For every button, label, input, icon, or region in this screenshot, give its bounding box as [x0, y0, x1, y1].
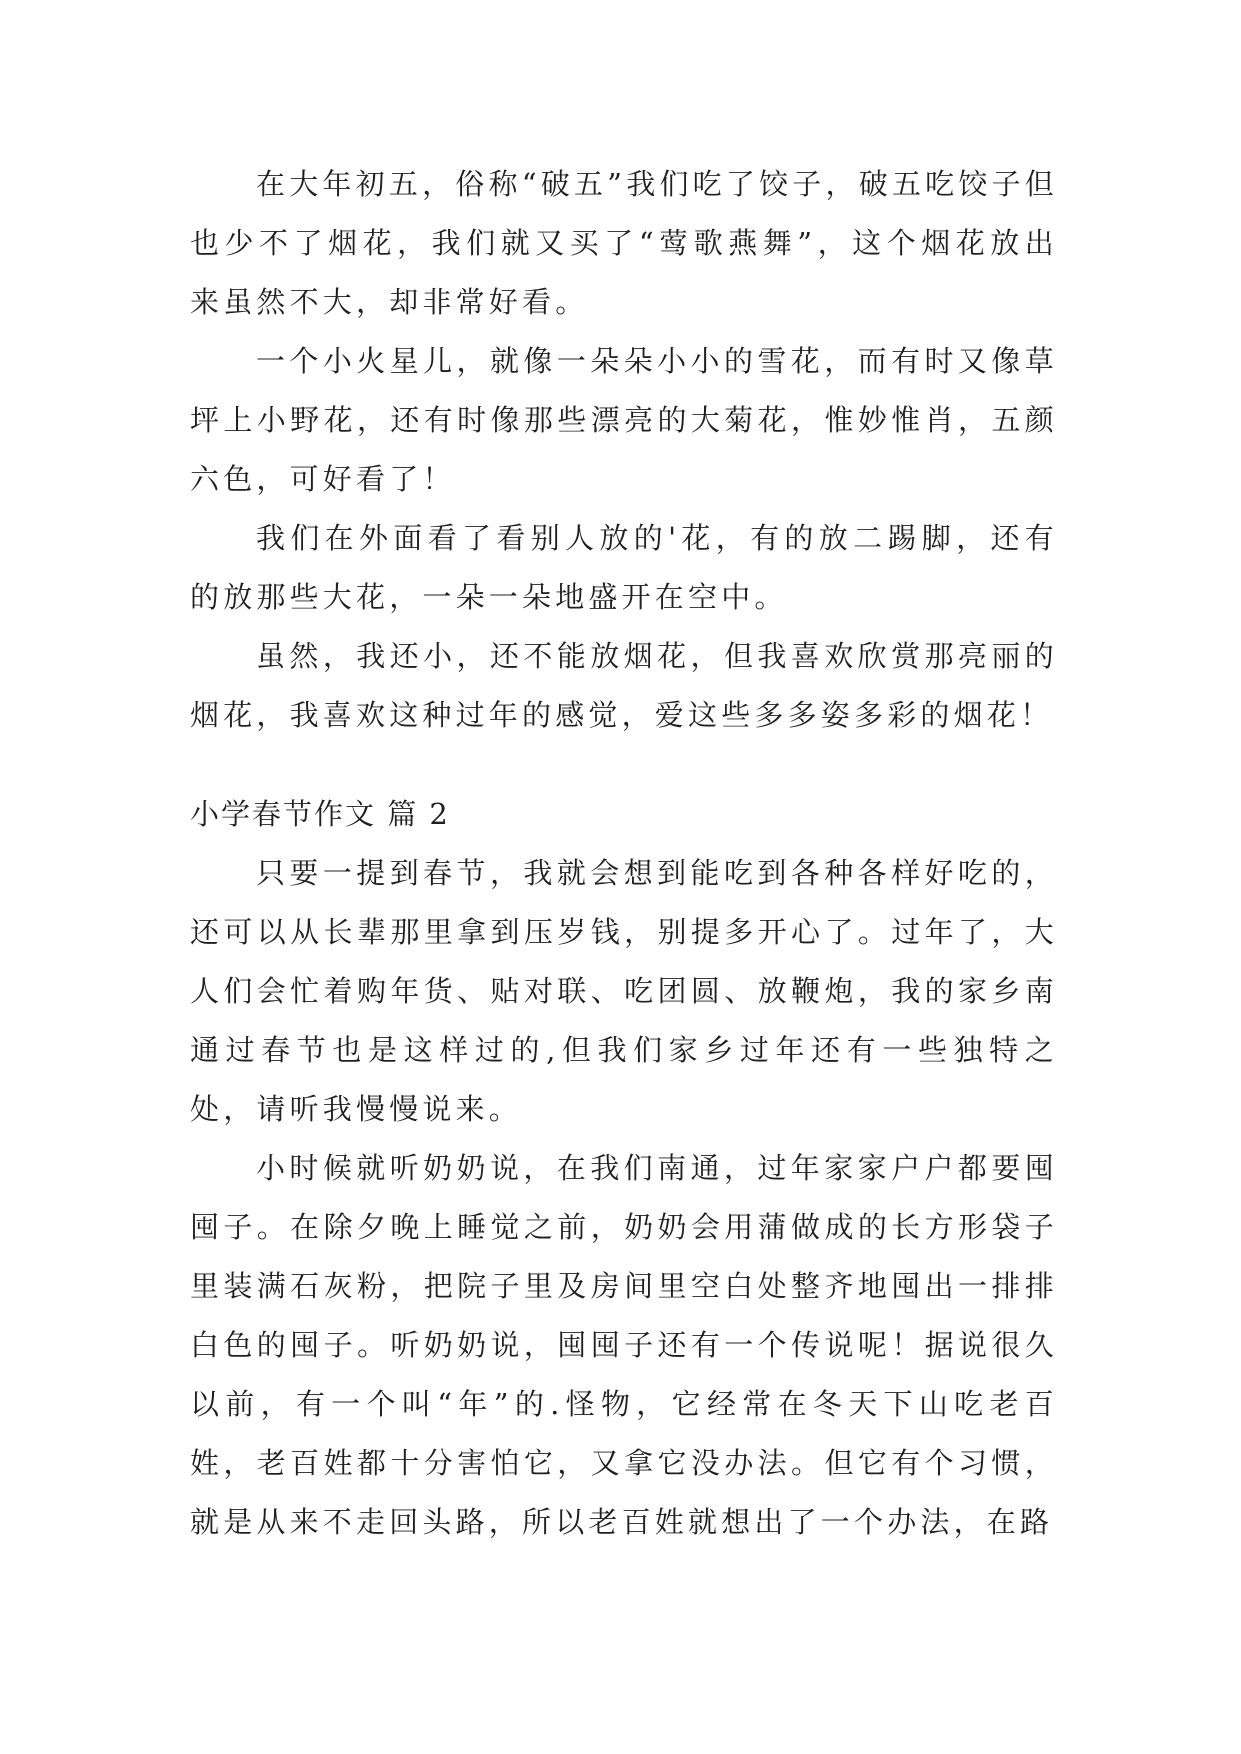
paragraph: 在大年初五，俗称“破五”我们吃了饺子，破五吃饺子但也少不了烟花，我们就又买了“莺歌燕舞”，这个烟花放出来虽然不大，却非常好看。 [190, 167, 1058, 319]
section-heading: 小学春节作文 篇 2 [190, 797, 450, 831]
paragraph: 小时候就听奶奶说，在我们南通，过年家家户户都要囤囤子。在除夕晚上睡觉之前，奶奶会用蒲做成的长方形袋子里装满石灰粉，把院子里及房间里空白处整齐地囤出一排排白色的囤子。听奶奶说，囤囤子还有一个传说呢！据说很久以前，有一个叫“年”的.怪物，它经常在冬天下山吃老百姓，老百姓都十分害怕它，又拿它没办法。但它有个习惯，就是从来不走回头路，所以老百姓就想出了一个办法，在路 [190, 1151, 1058, 1539]
paragraph: 虽然，我还小，还不能放烟花，但我喜欢欣赏那亮丽的烟花，我喜欢这种过年的感觉，爱这些多多姿多彩的烟花！ [190, 639, 1058, 732]
document-body [190, 155, 1058, 1552]
paragraph: 一个小火星儿，就像一朵朵小小的雪花，而有时又像草坪上小野花，还有时像那些漂亮的大菊花，惟妙惟肖，五颜六色，可好看了！ [190, 344, 1058, 496]
paragraph: 只要一提到春节，我就会想到能吃到各种各样好吃的，还可以从长辈那里拿到压岁钱，别提多开心了。过年了，大人们会忙着购年货、贴对联、吃团圆、放鞭炮，我的家乡南通过春节也是这样过的,但我们家乡过年还有一些独特之处，请听我慢慢说来。 [190, 856, 1058, 1126]
paragraph: 我们在外面看了看别人放的'花，有的放二踢脚，还有的放那些大花，一朵一朵地盛开在空中。 [190, 521, 1058, 614]
